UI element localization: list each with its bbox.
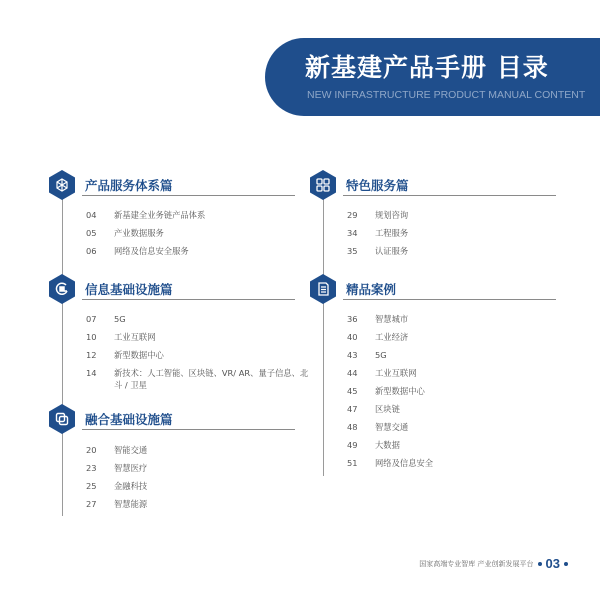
entry-title: 大数据 [375, 440, 400, 450]
entry-title: 5G [114, 314, 126, 324]
section-title-case-studies: 精品案例 [346, 282, 397, 297]
cube-network-icon [54, 177, 70, 193]
entry-title: 智慧能源 [114, 499, 148, 509]
entry-title: 新型数据中心 [375, 386, 425, 396]
section-rule [343, 299, 556, 300]
entry-title: 网络及信息安全 [375, 458, 434, 468]
page-number: 29 [347, 210, 358, 220]
entry-title: 智慧城市 [375, 314, 409, 324]
entry-title: 智能交通 [114, 445, 148, 455]
page-number: 49 [347, 440, 358, 450]
page-number: 20 [86, 445, 97, 455]
entry-title: 新技术：人工智能、区块链、VR/ AR、量子信息、北斗 / 卫星 [114, 368, 309, 390]
page-number: 06 [86, 246, 97, 256]
page-number: 51 [347, 458, 358, 468]
entry-title: 网络及信息安全服务 [114, 246, 189, 256]
entry-title: 新基建全业务链产品体系 [114, 210, 206, 220]
entry-title: 智慧交通 [375, 422, 409, 432]
bullet-dot [538, 562, 542, 566]
section-title-special-service: 特色服务篇 [346, 178, 409, 193]
page-subtitle: NEW INFRASTRUCTURE PRODUCT MANUAL CONTENT [307, 89, 586, 101]
entry-title: 金融科技 [114, 481, 148, 491]
section-title-product-service: 产品服务体系篇 [85, 178, 173, 193]
entry-title: 工程服务 [375, 228, 409, 238]
grid-apps-icon [315, 177, 331, 193]
entry-title: 产业数据服务 [114, 228, 164, 238]
page-number: 10 [86, 332, 97, 342]
entry-title: 区块链 [375, 404, 400, 414]
entry-title: 认证服务 [375, 246, 409, 256]
section-rule [343, 195, 556, 196]
section-rule [82, 299, 295, 300]
section-title-info-infra: 信息基础设施篇 [85, 282, 173, 297]
entry-title: 工业互联网 [114, 332, 156, 342]
entry-title: 规划咨询 [375, 210, 409, 220]
page-title: 新基建产品手册 目录 [305, 53, 549, 82]
header-banner [265, 38, 600, 116]
page-number: 48 [347, 422, 358, 432]
left-timeline [62, 196, 63, 516]
page-number: 36 [347, 314, 358, 324]
section-title-fusion-infra: 融合基础设施篇 [85, 412, 173, 427]
section-rule [82, 195, 295, 196]
section-icon-product-service [49, 170, 75, 200]
page-footer [419, 556, 568, 571]
entry-title: 智慧医疗 [114, 463, 148, 473]
entry-title: 5G [375, 350, 387, 360]
page-number: 07 [86, 314, 97, 324]
page-number: 27 [86, 499, 97, 509]
section-rule [82, 429, 295, 430]
page-number-footer: 03 [545, 556, 560, 571]
entry-title: 工业互联网 [375, 368, 417, 378]
stacked-squares-icon [54, 411, 70, 427]
page-number: 34 [347, 228, 358, 238]
page-number: 12 [86, 350, 97, 360]
entry-title: 工业经济 [375, 332, 409, 342]
document-list-icon [315, 281, 331, 297]
bullet-dot [564, 562, 568, 566]
page-number: 23 [86, 463, 97, 473]
right-timeline [323, 196, 324, 476]
section-icon-special-service [310, 170, 336, 200]
page-number: 35 [347, 246, 358, 256]
footer-text: 国家高端专业智库 产业创新发展平台 [419, 559, 534, 568]
gear-chip-icon [54, 281, 70, 297]
page-number: 43 [347, 350, 358, 360]
page-number: 44 [347, 368, 358, 378]
page-number: 40 [347, 332, 358, 342]
page-number: 47 [347, 404, 358, 414]
entry-title: 新型数据中心 [114, 350, 164, 360]
page-number: 14 [86, 368, 97, 378]
page-number: 05 [86, 228, 97, 238]
section-icon-fusion-infra [49, 404, 75, 434]
section-icon-case-studies [310, 274, 336, 304]
page-number: 45 [347, 386, 358, 396]
page-number: 04 [86, 210, 97, 220]
page-number: 25 [86, 481, 97, 491]
section-icon-info-infra [49, 274, 75, 304]
